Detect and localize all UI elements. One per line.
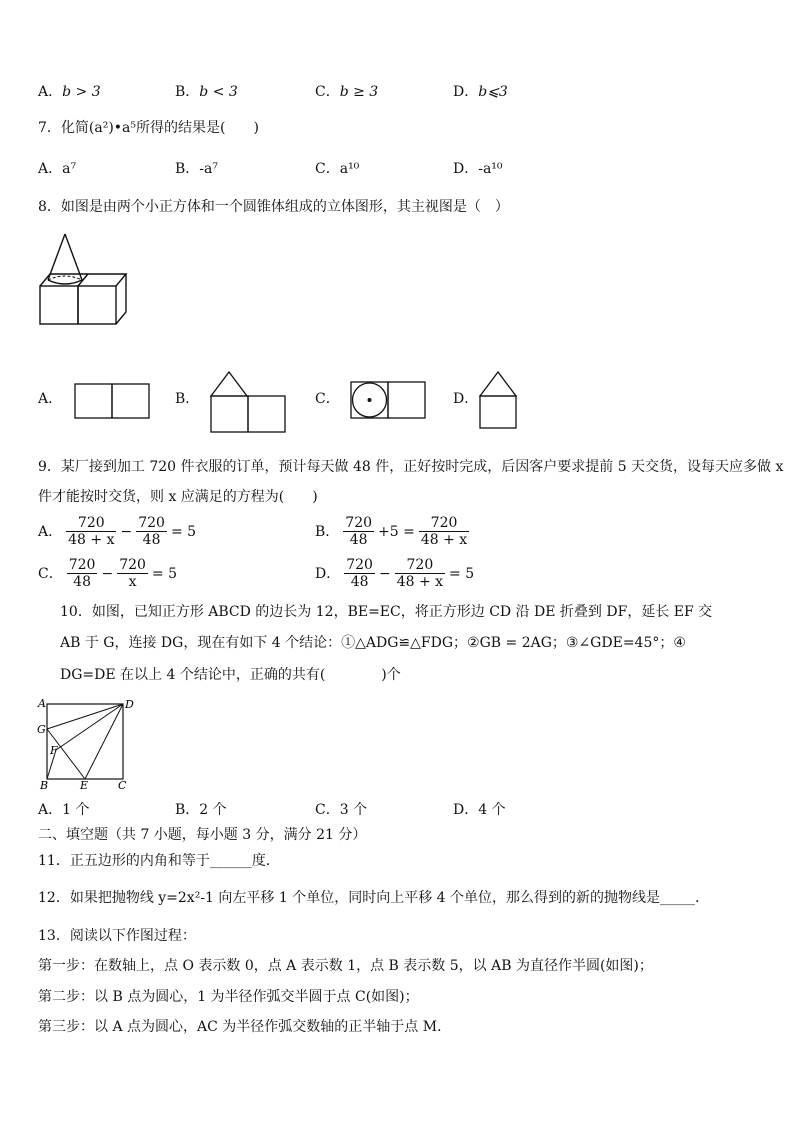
q9-option-d: D． $\frac{720}{48}$ − $\frac{720}{48 + x}$ = 5 bbox=[315, 557, 475, 590]
point-d-label: D bbox=[125, 698, 134, 711]
point-f-label: F bbox=[50, 744, 58, 757]
q8-option-c-figure bbox=[350, 381, 426, 419]
fraction: $\frac{720}{48}$ bbox=[68, 557, 96, 590]
point-g-label: G bbox=[37, 723, 46, 736]
q10-line3: DG=DE 在以上 4 个结论中，正确的共有( )个 bbox=[60, 667, 401, 683]
q13-step3: 第三步：以 A 点为圆心，AC 为半径作弧交数轴的正半轴于点 M． bbox=[38, 1019, 452, 1035]
q8-option-d-label: D． bbox=[453, 391, 479, 407]
q8-solid-figure bbox=[38, 232, 133, 327]
q10-square-diagram bbox=[36, 696, 140, 792]
q7-option-b: B．-a⁷ bbox=[175, 161, 218, 177]
q11-text: 11．正五边形的内角和等于______度． bbox=[38, 853, 280, 869]
q7-option-a: A．a⁷ bbox=[38, 161, 77, 177]
q9-stem-line1: 9．某厂接到加工 720 件衣服的订单，预计每天做 48 件，正好按时完成，后因客户要求提前 5 天交货，设每天应多做 x bbox=[38, 459, 784, 475]
q9-stem-line2: 件才能按时交货，则 x 应满足的方程为( ) bbox=[38, 489, 318, 505]
q9-option-a: A． $\frac{720}{48 + x}$ − $\frac{720}{48}$ = 5 bbox=[38, 515, 197, 548]
q10-line2: AB 于 G，连接 DG，现在有如下 4 个结论：①△ADG≌△FDG；②GB = 2AG；③∠GDE=45°；④ bbox=[60, 635, 686, 651]
q13-intro: 13．阅读以下作图过程： bbox=[38, 928, 196, 944]
q10-line1: 10．如图，已知正方形 ABCD 的边长为 12，BE=EC，将正方形边 CD 沿 DE 折叠到 DF，延长 EF 交 bbox=[60, 604, 713, 620]
q10-option-b: B．2 个 bbox=[175, 802, 227, 818]
q9-option-c-label: C． bbox=[38, 565, 63, 582]
fraction: $\frac{720}{48 + x}$ bbox=[396, 557, 444, 590]
q13-step2: 第二步：以 B 点为圆心，1 为半径作弧交半圆于点 C(如图)； bbox=[38, 989, 419, 1005]
q9-option-c: C． $\frac{720}{48}$ − $\frac{720}{x}$ = 5 bbox=[38, 557, 178, 590]
q13-step1: 第一步：在数轴上，点 O 表示数 0，点 A 表示数 1，点 B 表示数 5，以 AB 为直径作半圆(如图)； bbox=[38, 958, 653, 974]
q6-option-d: D．b⩽3 bbox=[453, 84, 508, 100]
section-title: 二、填空题（共 7 小题，每小题 3 分，满分 21 分） bbox=[38, 827, 367, 843]
q9-option-b: B． $\frac{720}{48}$ +5 = $\frac{720}{48 + x}$ bbox=[315, 515, 468, 548]
q12-text: 12．如果把抛物线 y=2x²-1 向左平移 1 个单位，同时向上平移 4 个单位，那么得到的新的抛物线是_____． bbox=[38, 890, 710, 906]
q9-option-b-label: B． bbox=[315, 523, 340, 540]
q6-option-b: B．b < 3 bbox=[175, 84, 238, 100]
point-c-label: C bbox=[118, 779, 127, 792]
q10-option-d: D．4 个 bbox=[453, 802, 506, 818]
q6-option-a: A．b > 3 bbox=[38, 84, 101, 100]
point-a-label: A bbox=[38, 697, 46, 710]
q8-option-a-figure bbox=[74, 383, 150, 419]
q8-option-d-figure bbox=[479, 371, 521, 429]
fraction: $\frac{720}{48}$ bbox=[138, 515, 165, 548]
q8-option-b-label: B． bbox=[175, 391, 200, 407]
q8-option-c-label: C． bbox=[315, 391, 340, 407]
q7-option-c: C．a¹⁰ bbox=[315, 161, 360, 177]
q8-option-a-label: A． bbox=[38, 391, 63, 407]
q10-option-a: A．1 个 bbox=[38, 802, 90, 818]
fraction: $\frac{720}{x}$ bbox=[119, 557, 146, 590]
point-e-label: E bbox=[80, 779, 89, 792]
q8-option-b-figure bbox=[210, 371, 290, 433]
q8-stem: 8．如图是由两个小正方体和一个圆锥体组成的立体图形，其主视图是（ ） bbox=[38, 199, 509, 215]
q10-option-c: C．3 个 bbox=[315, 802, 368, 818]
q7-stem: 7．化简(a²)•a⁵所得的结果是( ) bbox=[38, 120, 259, 136]
fraction: $\frac{720}{48 + x}$ bbox=[420, 515, 468, 548]
fraction: $\frac{720}{48}$ bbox=[345, 515, 373, 548]
q9-option-a-label: A． bbox=[38, 523, 63, 540]
q9-option-d-label: D． bbox=[315, 565, 341, 582]
fraction: $\frac{720}{48 + x}$ bbox=[68, 515, 115, 548]
q7-option-d: D．-a¹⁰ bbox=[453, 161, 503, 177]
q6-option-c: C．b ≥ 3 bbox=[315, 84, 379, 100]
fraction: $\frac{720}{48}$ bbox=[346, 557, 373, 590]
point-b-label: B bbox=[40, 779, 49, 792]
